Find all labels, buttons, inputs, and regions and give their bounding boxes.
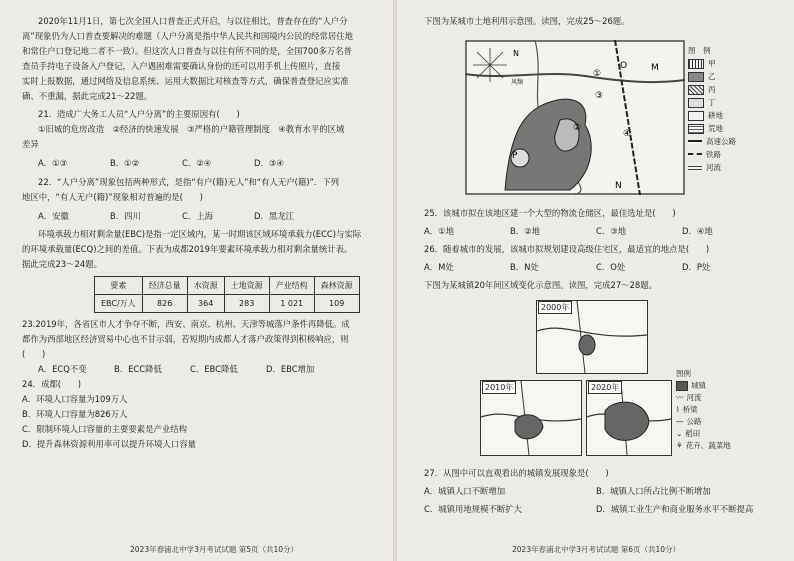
question-27-options-1 — [408, 484, 778, 499]
legend-swatch — [688, 124, 704, 134]
question-21-items: ①旧城的危房改造 ②经济的快速发展 ③严格的户籍管理制度 ④教育水平的区域 — [38, 124, 345, 134]
map-label-4: ④ — [623, 129, 632, 139]
legend-label: 铁路 — [706, 150, 721, 159]
legend-label: 甲 — [708, 59, 716, 68]
map2-legend — [676, 368, 731, 452]
question-23: 23.2019年，各省区市人才争夺不断，西安、南京、杭州、天津等城落户条件再降低。成 — [22, 319, 350, 329]
right-page — [408, 14, 778, 29]
map-label-p: P — [512, 151, 518, 161]
legend-label: 城镇 — [691, 381, 706, 390]
legend-label: 河流 — [686, 393, 702, 402]
intro-line: 2020年11月1日，第七次全国人口普查正式开启，与以往相比，普查存在的“人户分 — [38, 16, 348, 26]
land-use-map — [465, 40, 685, 195]
table-cell: 109 — [314, 295, 359, 313]
question-25: 25．该城市拟在该地区建一个大型的物流仓储区，最佳选址是( ) — [424, 208, 676, 218]
option-c[interactable]: C．EBC降低 — [190, 364, 238, 374]
left-footer: 2023年春浦北中学3月考试试题 第5页（共10分） — [130, 545, 299, 554]
option-a[interactable]: A．城镇人口不断增加 — [424, 486, 506, 496]
option-a[interactable]: A．环境人口容量为109万人 — [22, 394, 128, 404]
legend-label: 丁 — [708, 98, 716, 107]
option-b[interactable]: B．①② — [110, 158, 140, 168]
option-d[interactable]: D．EBC增加 — [266, 364, 315, 374]
table-header: 要素 — [95, 277, 143, 295]
legend-label: 花卉、蔬菜地 — [685, 441, 731, 450]
question-24: 24．成都( ) — [22, 379, 82, 389]
table-cell: EBC/万人 — [95, 295, 143, 313]
year-label-2010: 2010年 — [482, 381, 516, 394]
table-cell: 1 021 — [269, 295, 314, 313]
question-21-options — [22, 156, 380, 171]
option-c[interactable]: C．限制环境人口容量的主要要素是产业结构 — [22, 424, 187, 434]
option-c[interactable]: C．③地 — [596, 226, 627, 236]
ebc-intro: 环境承载力相对剩余量(EBC)是指一定区域内，某一时期该区域环境承载力(ECC)与实际 — [38, 229, 362, 239]
flower-icon: ⚘ — [676, 441, 683, 450]
question-21: 21．造成广大务工人员“人户分离”的主要原因有( ) — [38, 109, 240, 119]
question-21-items: 差异 — [22, 139, 39, 149]
question-26-options — [408, 260, 778, 275]
road-icon: — — [676, 417, 684, 426]
option-a[interactable]: A．安徽 — [38, 211, 69, 221]
intro-map1: 下图为某城市土地利用示意图。读图，完成25～26题。 — [424, 16, 630, 26]
right-questions — [408, 206, 778, 293]
question-23-options — [22, 362, 380, 377]
map-label-o: O — [620, 61, 628, 71]
legend-title: 图 例 — [688, 46, 711, 55]
bridge-icon: ⌇ — [676, 405, 680, 414]
table-cell: 364 — [187, 295, 224, 313]
year-label-2020: 2020年 — [588, 381, 622, 394]
option-a[interactable]: A．ECQ不变 — [38, 364, 87, 374]
map-label-2: ② — [573, 123, 582, 133]
question-23: 都作为西部地区经济贸易中心也不甘示弱，若短期内成都人才落户政策得到积极响应，则 — [22, 334, 349, 344]
question-22: 22．“人户分离”现象包括两种形式，是指“有户(籍)无人”和“有人无户(籍)”．下列 — [38, 177, 340, 187]
table-header: 土地资源 — [224, 277, 269, 295]
right-question-27 — [408, 466, 778, 517]
legend-label: 桥梁 — [682, 405, 698, 414]
legend-swatch — [688, 140, 702, 144]
legend-label: 丙 — [708, 85, 716, 94]
legend-label: 耕地 — [708, 111, 723, 120]
question-22-options — [22, 209, 380, 224]
option-b[interactable]: B．城镇人口所占比例不断增加 — [596, 486, 711, 496]
map-label-1: ① — [593, 69, 602, 79]
intro-line: 实时上报数据，通过网络及信息系统、运用大数据比对核查等方式，确保普查登记应实准 — [22, 76, 349, 86]
legend-label: 乙 — [708, 72, 716, 81]
legend-label: 河流 — [706, 163, 721, 172]
legend-swatch — [688, 85, 704, 95]
legend-label: 荒地 — [708, 124, 723, 133]
rice-icon: ⌄ — [676, 429, 683, 438]
intro-line: 和常住户口登记地二者不一致）。但这次人口普查与以往有所不同的是，全国700多万名普 — [22, 46, 353, 56]
option-b[interactable]: B．②地 — [510, 226, 541, 236]
option-c[interactable]: C．上海 — [182, 211, 213, 221]
river-icon: 〰 — [676, 393, 684, 402]
table-header: 经济总量 — [142, 277, 187, 295]
question-23: ( ) — [22, 349, 46, 359]
option-a[interactable]: A．①地 — [424, 226, 454, 236]
table-row — [95, 295, 360, 313]
map1-legend — [688, 44, 736, 174]
option-a[interactable]: A．①③ — [38, 158, 68, 168]
question-22: 地区中，“有人无户(籍)”现象相对普遍的是( ) — [22, 192, 203, 202]
table-cell: 283 — [224, 295, 269, 313]
question-26: 26．随着城市的发展，该城市拟规划建设高级住宅区，最适宜的地点是( ) — [424, 244, 710, 254]
intro-line: 离”现象仍为人口普查要解决的难题（人户分离是指中华人民共和国境内公民的经常居住地 — [22, 31, 353, 41]
legend-label: 公路 — [686, 417, 702, 426]
legend-swatch — [676, 381, 688, 391]
legend-swatch — [688, 72, 704, 82]
option-d[interactable]: D．③④ — [254, 158, 284, 168]
legend-swatch — [688, 98, 704, 108]
table-header-row — [95, 277, 360, 295]
map-label-wind: 风频 — [511, 79, 524, 86]
option-d[interactable]: D．P处 — [682, 262, 711, 272]
option-b[interactable]: B．四川 — [110, 211, 141, 221]
ebc-table — [94, 276, 360, 313]
table-header: 产业结构 — [269, 277, 314, 295]
option-d[interactable]: D．城镇工业生产和商业服务水平不断提高 — [596, 504, 754, 514]
option-d[interactable]: D．④地 — [682, 226, 713, 236]
legend-label: 高速公路 — [706, 137, 736, 146]
option-a[interactable]: A．M处 — [424, 262, 454, 272]
question-27: 27．从图中可以直观看出的城镇发展现象是( ) — [424, 468, 609, 478]
left-page — [22, 14, 380, 452]
option-d[interactable]: D．黑龙江 — [254, 211, 294, 221]
table-cell: 826 — [142, 295, 187, 313]
table-header: 森林资源 — [314, 277, 359, 295]
legend-swatch — [688, 166, 702, 170]
legend-label: 稻田 — [685, 429, 701, 438]
intro-line: 查员手持电子设备入户登记，入户遇困难需要确认身份的还可以用手机上传照片，直接 — [22, 61, 341, 71]
legend-swatch — [688, 59, 704, 69]
map-label-n: N — [615, 181, 622, 191]
intro-line: 确、不重漏，据此完成21～22题。 — [22, 91, 153, 101]
option-b[interactable]: B．ECC降低 — [114, 364, 162, 374]
map-label-3: ③ — [595, 91, 604, 101]
map-label-m: M — [651, 63, 659, 73]
option-b[interactable]: B．N处 — [510, 262, 539, 272]
question-25-options — [408, 224, 778, 239]
intro-map2: 下图为某城镇20年间区域变化示意图。读图，完成27～28题。 — [424, 280, 657, 290]
question-27-options-2 — [408, 502, 778, 517]
option-b[interactable]: B．环境人口容量为826万人 — [22, 409, 128, 419]
map-label-n-arrow: N — [513, 49, 519, 58]
table-header: 水资源 — [187, 277, 224, 295]
legend-swatch — [688, 111, 704, 121]
ebc-intro: 的环境承载量(ECQ)之间的差值。下表为成都2019年要素环境承载力相对剩余量统计表。 — [22, 244, 353, 254]
ebc-intro: 据此完成23～24题。 — [22, 259, 102, 269]
right-footer: 2023年春浦北中学3月考试试题 第6页（共10分） — [512, 545, 681, 554]
option-c[interactable]: C．城镇用地规模不断扩大 — [424, 504, 522, 514]
page-fold — [393, 0, 397, 561]
legend-title: 图例 — [676, 369, 691, 378]
option-c[interactable]: C．O处 — [596, 262, 626, 272]
option-c[interactable]: C．②④ — [182, 158, 212, 168]
year-label-2000: 2000年 — [538, 301, 572, 314]
option-d[interactable]: D．提升森林资源利用率可以提升环境人口容量 — [22, 439, 196, 449]
legend-swatch — [688, 153, 702, 157]
